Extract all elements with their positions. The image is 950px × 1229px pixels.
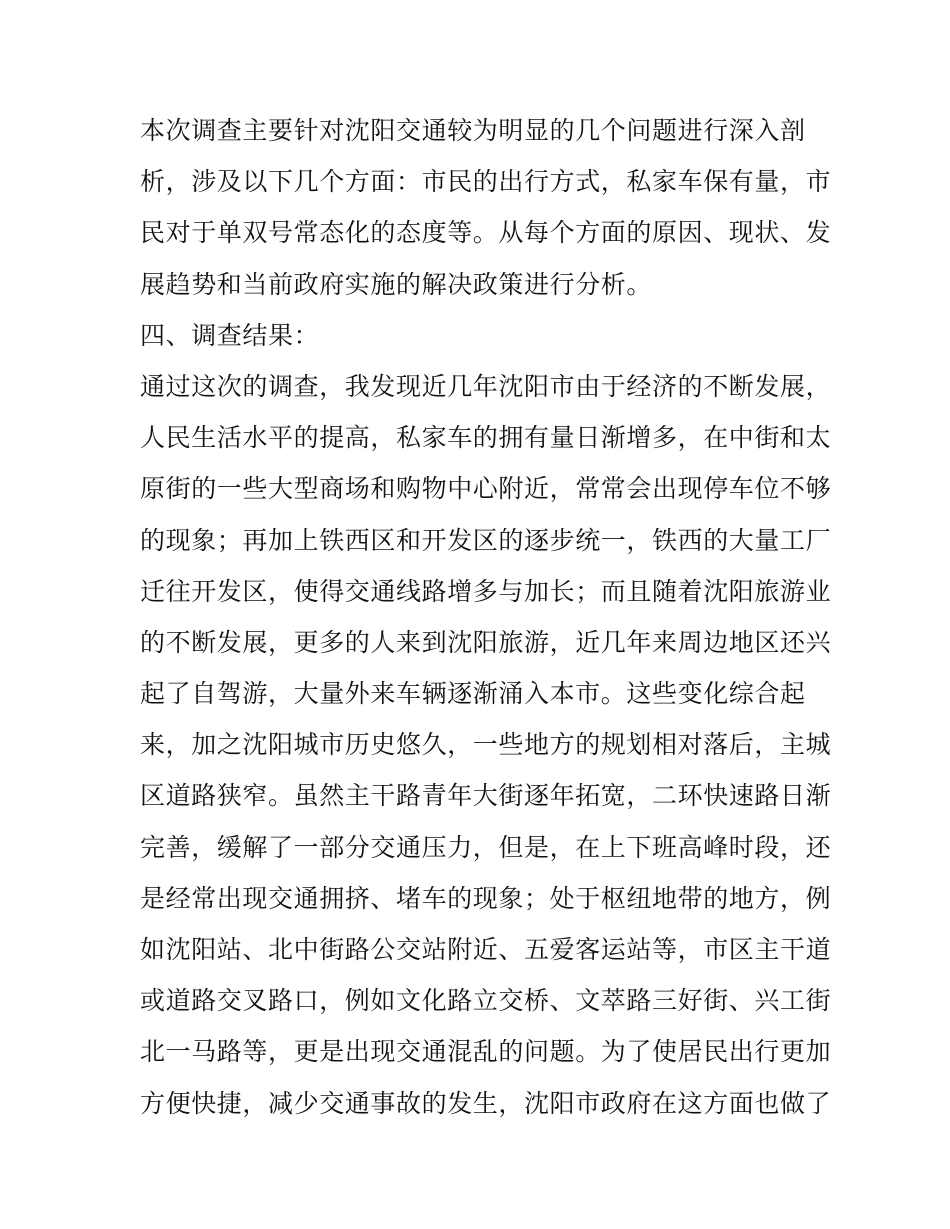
text-line: 通过这次的调查，我发现近几年沈阳市由于经济的不断发展， bbox=[140, 371, 832, 401]
text-line: 起了自驾游，大量外来车辆逐渐涌入本市。这些变化综合起 bbox=[140, 679, 806, 709]
text-line: 或道路交叉路口，例如文化路立交桥、文萃路三好街、兴工街 bbox=[140, 986, 832, 1016]
text-line: 的不断发展，更多的人来到沈阳旅游，近几年来周边地区还兴 bbox=[140, 627, 832, 657]
text-line: 的现象；再加上铁西区和开发区的逐步统一，铁西的大量工厂 bbox=[140, 525, 832, 555]
text-line: 迁往开发区，使得交通线路增多与加长；而且随着沈阳旅游业 bbox=[140, 576, 832, 606]
text-line: 如沈阳站、北中街路公交站附近、五爱客运站等，市区主干道 bbox=[140, 935, 832, 964]
text-line: 析，涉及以下几个方面：市民的出行方式，私家车保有量，市 bbox=[140, 167, 832, 197]
text-line: 民对于单双号常态化的态度等。从每个方面的原因、现状、发 bbox=[140, 218, 832, 248]
text-line: 方便快捷，减少交通事故的发生，沈阳市政府在这方面也做了 bbox=[140, 1088, 832, 1118]
text-line: 北一马路等，更是出现交通混乱的问题。为了使居民出行更加 bbox=[140, 1037, 832, 1067]
text-line: 原街的一些大型商场和购物中心附近，常常会出现停车位不够 bbox=[140, 474, 832, 504]
text-line: 来，加之沈阳城市历史悠久，一些地方的规划相对落后，主城 bbox=[140, 730, 832, 760]
text-line: 展趋势和当前政府实施的解决政策进行分析。 bbox=[140, 269, 653, 299]
text-line: 完善，缓解了一部分交通压力，但是，在上下班高峰时段，还 bbox=[140, 832, 832, 862]
text-line: 人民生活水平的提高，私家车的拥有量日渐增多，在中街和太 bbox=[140, 423, 832, 453]
text-line: 是经常出现交通拥挤、堵车的现象；处于枢纽地带的地方，例 bbox=[140, 883, 832, 913]
text-line: 区道路狭窄。虽然主干路青年大街逐年拓宽，二环快速路日渐 bbox=[140, 781, 832, 811]
section-heading: 四、调查结果： bbox=[140, 320, 320, 350]
text-line: 本次调查主要针对沈阳交通较为明显的几个问题进行深入剖 bbox=[140, 116, 806, 145]
body-text bbox=[140, 105, 832, 1129]
